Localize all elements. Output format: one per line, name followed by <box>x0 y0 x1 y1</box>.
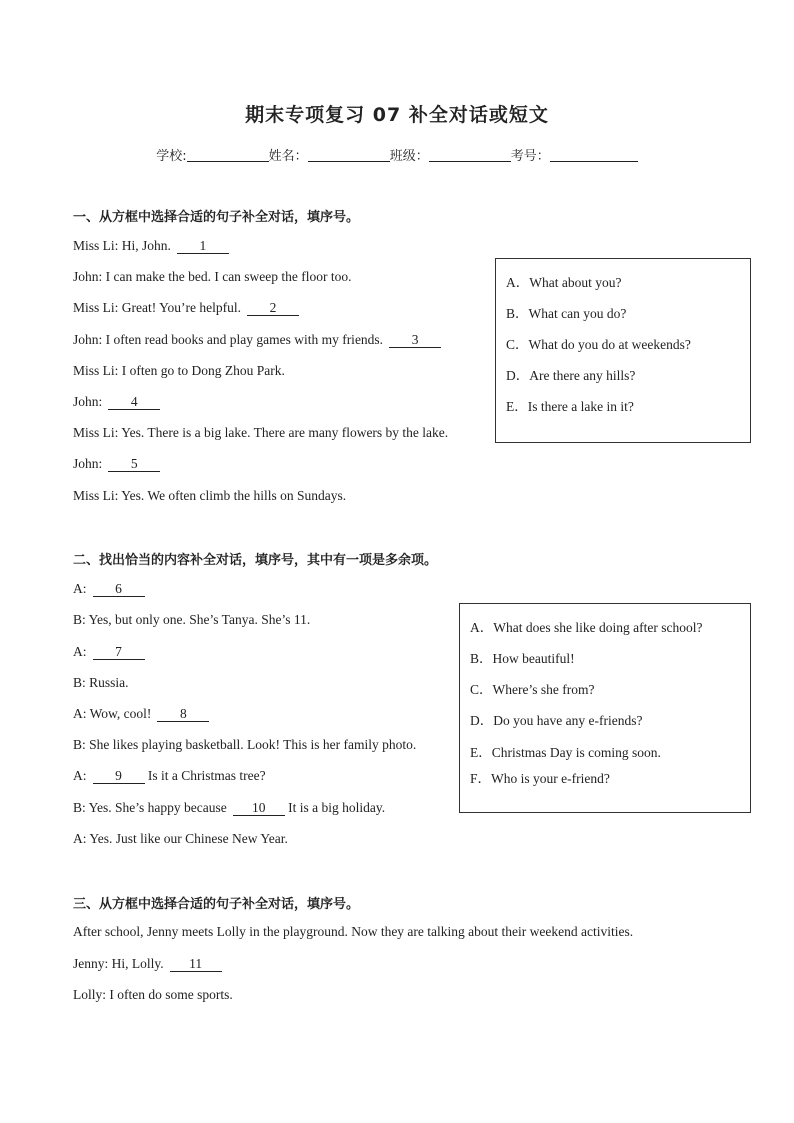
section2-options-box <box>459 603 751 813</box>
class-label: 班级： <box>389 149 429 164</box>
dialogue-text: A: <box>73 581 87 596</box>
option-item: C．Where’s she from? <box>470 682 595 697</box>
option-item: E．Is there a lake in it? <box>506 399 634 414</box>
answer-blank[interactable]: 2 <box>247 301 299 316</box>
option-item: B．How beautiful! <box>470 651 575 666</box>
option-item: F．Who is your e-friend? <box>470 771 610 786</box>
dialogue-text: B: Russia. <box>73 675 129 690</box>
number-blank[interactable] <box>550 147 638 162</box>
section2-heading: 二、找出恰当的内容补全对话，填序号，其中有一项是多余项。 <box>73 553 438 568</box>
school-blank[interactable] <box>187 147 269 162</box>
option-item: D．Do you have any e-friends? <box>470 713 643 728</box>
number-label: 考号： <box>510 149 550 164</box>
dialogue-line <box>73 300 299 316</box>
section1-heading: 一、从方框中选择合适的句子补全对话，填序号。 <box>73 210 360 225</box>
dialogue-line <box>73 612 310 628</box>
dialogue-text: After school, Jenny meets Lolly in the playground. Now they are talking about their weekend activities. <box>73 924 634 939</box>
dialogue-line <box>73 737 416 753</box>
dialogue-text: A: <box>73 644 87 659</box>
answer-blank[interactable]: 4 <box>108 395 160 410</box>
answer-blank[interactable]: 10 <box>233 801 285 816</box>
dialogue-text: Miss Li: Hi, John. <box>73 238 171 253</box>
answer-blank[interactable]: 1 <box>177 239 229 254</box>
answer-blank[interactable]: 5 <box>108 457 160 472</box>
dialogue-text: A: Yes. Just like our Chinese New Year. <box>73 831 288 846</box>
dialogue-line <box>73 425 448 441</box>
answer-blank[interactable]: 3 <box>389 333 441 348</box>
dialogue-text: B: She likes playing basketball. Look! This is her family photo. <box>73 737 417 752</box>
dialogue-text: John: <box>73 394 103 409</box>
dialogue-line <box>73 706 209 722</box>
dialogue-line <box>73 456 160 472</box>
answer-blank[interactable]: 11 <box>170 957 222 972</box>
dialogue-line <box>73 644 145 660</box>
dialogue-line <box>73 768 266 784</box>
dialogue-text: B: Yes. She’s happy because <box>73 800 227 815</box>
dialogue-text: John: I often read books and play games with my friends. <box>73 332 384 347</box>
answer-blank[interactable]: 9 <box>93 769 145 784</box>
dialogue-line <box>73 363 285 379</box>
dialogue-text-after: Is it a Christmas tree? <box>144 768 266 783</box>
dialogue-text: Lolly: I often do some sports. <box>73 987 233 1002</box>
answer-blank[interactable]: 8 <box>157 707 209 722</box>
dialogue-text: Miss Li: Yes. We often climb the hills on Sundays. <box>73 488 347 503</box>
dialogue-line <box>73 581 145 597</box>
dialogue-text: A: Wow, cool! <box>73 706 152 721</box>
name-label: 姓名： <box>268 149 308 164</box>
answer-blank[interactable]: 7 <box>93 645 145 660</box>
dialogue-line <box>73 987 233 1003</box>
dialogue-line <box>73 831 288 847</box>
answer-blank[interactable]: 6 <box>93 582 145 597</box>
school-label: 学校: <box>156 149 187 164</box>
dialogue-line <box>73 269 352 285</box>
dialogue-text-after: It is a big holiday. <box>284 800 386 815</box>
dialogue-text: John: <box>73 456 103 471</box>
dialogue-text: A: <box>73 768 87 783</box>
option-item: D．Are there any hills? <box>506 368 636 383</box>
dialogue-line <box>73 238 229 254</box>
class-blank[interactable] <box>429 147 511 162</box>
student-info-line <box>0 145 794 164</box>
dialogue-text: Miss Li: Great! You’re helpful. <box>73 300 241 315</box>
dialogue-line <box>73 675 129 691</box>
dialogue-text: Miss Li: Yes. There is a big lake. There are many flowers by the lake. <box>73 425 449 440</box>
dialogue-text: Jenny: Hi, Lolly. <box>73 956 164 971</box>
option-item: C．What do you do at weekends? <box>506 337 691 352</box>
option-item: A．What does she like doing after school? <box>470 620 703 635</box>
dialogue-line <box>73 924 633 940</box>
section3-heading: 三、从方框中选择合适的句子补全对话，填序号。 <box>73 897 360 912</box>
option-item: B．What can you do? <box>506 306 627 321</box>
section1-options-box <box>495 258 751 443</box>
dialogue-text: Miss Li: I often go to Dong Zhou Park. <box>73 363 285 378</box>
dialogue-line <box>73 488 346 504</box>
option-item: E．Christmas Day is coming soon. <box>470 745 661 760</box>
dialogue-line <box>73 800 385 816</box>
dialogue-text: John: I can make the bed. I can sweep the floor too. <box>73 269 352 284</box>
name-blank[interactable] <box>308 147 390 162</box>
dialogue-line <box>73 956 222 972</box>
dialogue-line <box>73 394 160 410</box>
option-item: A．What about you? <box>506 275 622 290</box>
page-title: 期末专项复习 07 补全对话或短文 <box>245 104 549 126</box>
dialogue-line <box>73 332 441 348</box>
dialogue-text: B: Yes, but only one. She’s Tanya. She’s 11. <box>73 612 311 627</box>
